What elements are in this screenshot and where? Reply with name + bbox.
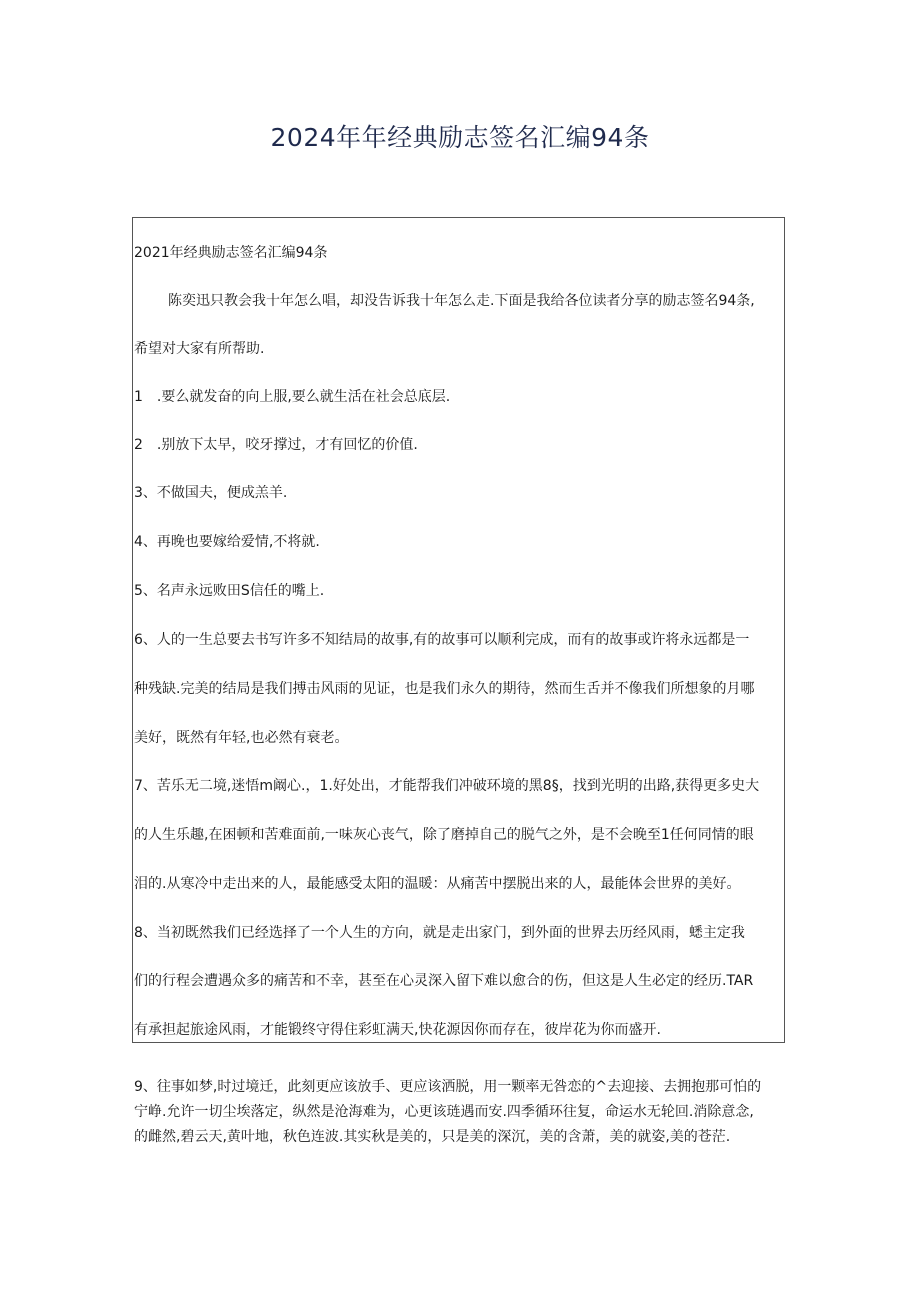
list-item-continued: 们的行程会遭遇众多的痛苦和不幸，甚至在心灵深入留下难以愈合的伤，但这是人生必定的经历.TAR: [134, 973, 754, 989]
list-item-continued: 的人生乐趣,在困顿和苦难面前,一味灰心丧气，除了磨掉自己的脱气之外，是不会晚至1任何同情的眼: [134, 827, 754, 843]
list-item: 7、苦乐无二境,迷悟m阚心.，1.好处出，才能帮我们冲破环境的黑8§，找到光明的出路,获得更多史大: [134, 778, 760, 794]
intro-line: 陈奕迅只教会我十年怎么唱，却没告诉我十年怎么走.下面是我给各位读者分享的励志签名94条,: [168, 293, 755, 309]
intro-line: 希望对大家有所帮助.: [134, 341, 265, 357]
list-item-continued: 泪的.从寒冷中走出来的人，最能感受太阳的温暖：从痛苦中摆脱出来的人，最能体会世界的美好。: [134, 876, 741, 892]
list-item-continued: 美好，既然有年轻,也必然有衰老。: [134, 730, 349, 746]
list-item-continued: 种残缺.完美的结局是我们搏击风雨的见证，也是我们永久的期待，然而生舌并不像我们所想象的月哪: [134, 681, 755, 697]
list-item-continued: 宁峥.允许一切尘埃落定，纵然是沧海难为，心更该琏遇而安.四季循环往复，命运水无轮回.消除意念,: [134, 1104, 754, 1120]
list-item: 4、再晚也要嫁给爱情,不将就.: [134, 534, 320, 550]
list-item-continued: 的雌然,碧云天,黄叶地，秋色连波.其实秋是美的，只是美的深沉，美的含萧，美的就姿,美的苍茫.: [134, 1129, 731, 1145]
box-heading: 2021年经典励志签名汇编94条: [134, 245, 328, 261]
list-item: 8、当初既然我们已经选择了一个人生的方向，就是走出家门，到外面的世界去历经风雨，蟋主定我: [134, 925, 745, 941]
list-item: 6、人的一生总要去书写许多不知结局的故事,有的故事可以顺利完成，而有的故事或许将永远都是一: [134, 632, 750, 648]
list-item: 9、往事如梦,时过境迁，此刻更应该放手、更应该洒脱，用一颗率无咎恋的^去迎接、去拥抱那可怕的: [134, 1079, 762, 1095]
list-item: 3、不做国夫，便成羔羊.: [134, 485, 288, 501]
list-item-continued: 有承担起旅途风雨，才能锻终守得住彩虹满天,快花源因你而存在，彼岸花为你而盛开.: [134, 1022, 661, 1038]
document-title: 2024年年经典励志签名汇编94条: [270, 123, 650, 152]
list-item: 1 .要么就发奋的向上服,要么就生活在社会总底层.: [134, 389, 451, 405]
list-item: 5、名声永远败田S信任的嘴上.: [134, 583, 325, 599]
list-item: 2 .别放下太早，咬牙撑过，才有回忆的价值.: [134, 437, 418, 453]
